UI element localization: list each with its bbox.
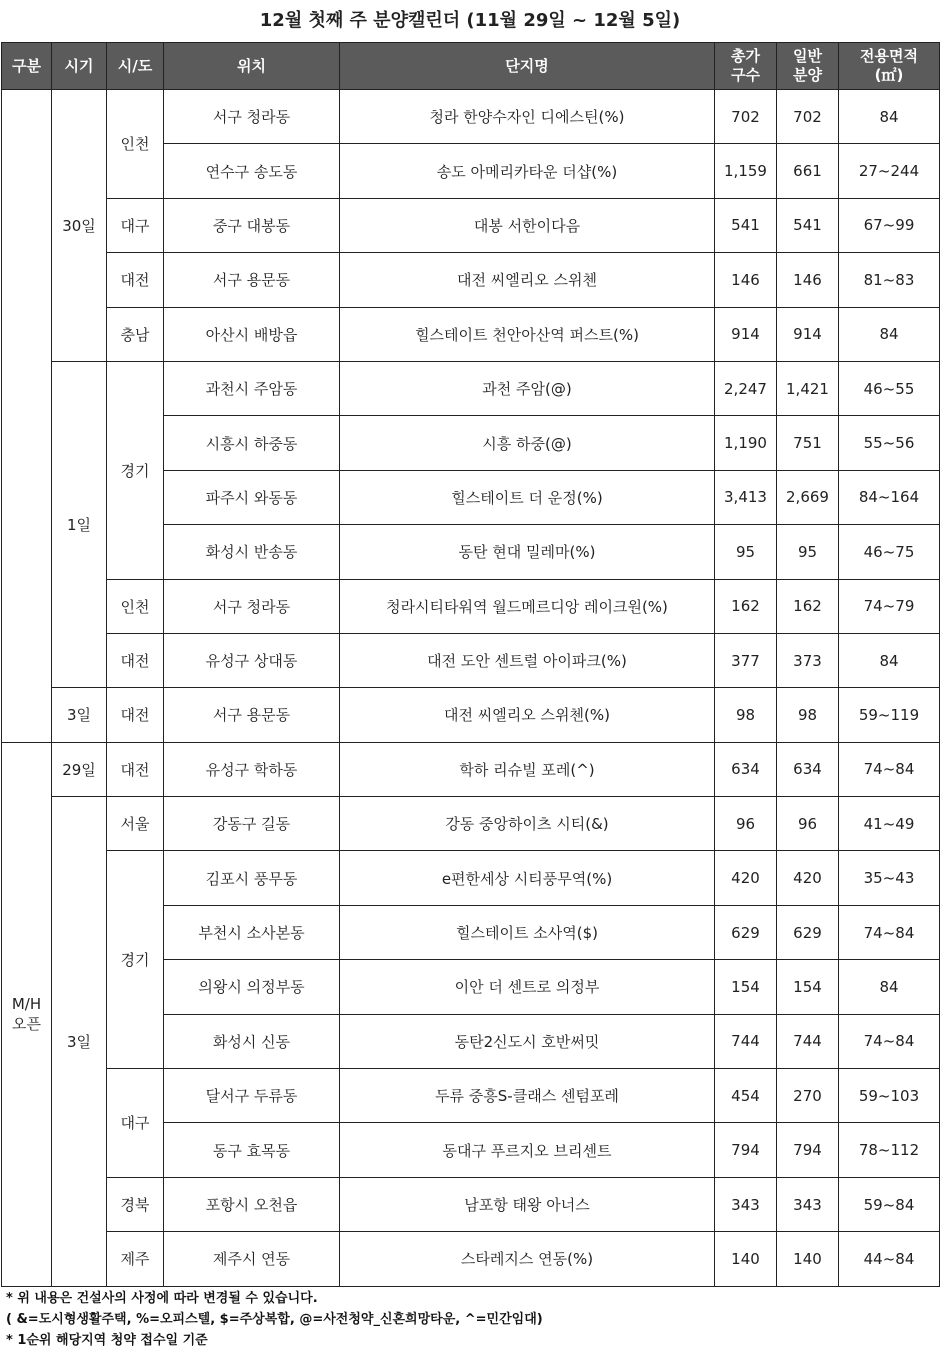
general-sale-cell: 140 bbox=[777, 1232, 839, 1286]
footnote-change-notice: * 위 내용은 건설사의 사정에 따라 변경될 수 있습니다. bbox=[6, 1291, 318, 1306]
location-cell: 제주시 연동 bbox=[164, 1232, 340, 1286]
complex-cell: 대전 씨엘리오 스위첸 bbox=[340, 253, 715, 307]
area-cell: 74~84 bbox=[839, 905, 940, 959]
total-units-cell: 154 bbox=[715, 960, 777, 1014]
region-cell: 충남 bbox=[107, 307, 164, 361]
region-cell: 제주 bbox=[107, 1232, 164, 1286]
location-cell: 서구 청라동 bbox=[164, 90, 340, 144]
table-row bbox=[2, 90, 940, 144]
complex-cell: 송도 아메리카타운 더샵(%) bbox=[340, 144, 715, 198]
header-date: 시기 bbox=[52, 43, 107, 90]
location-cell: 강동구 길동 bbox=[164, 797, 340, 851]
header-region: 시/도 bbox=[107, 43, 164, 90]
complex-cell: 대전 도안 센트럴 아이파크(%) bbox=[340, 633, 715, 687]
location-cell: 시흥시 하중동 bbox=[164, 416, 340, 470]
footnotes bbox=[6, 1288, 926, 1351]
general-sale-cell: 634 bbox=[777, 742, 839, 796]
area-cell: 27~244 bbox=[839, 144, 940, 198]
category-mh-line1: M/H bbox=[11, 994, 42, 1013]
area-cell: 35~43 bbox=[839, 851, 940, 905]
complex-cell: 대전 씨엘리오 스위첸(%) bbox=[340, 688, 715, 742]
area-cell: 84 bbox=[839, 307, 940, 361]
total-units-cell: 702 bbox=[715, 90, 777, 144]
header-general-sale bbox=[777, 43, 839, 90]
total-units-cell: 629 bbox=[715, 905, 777, 959]
total-units-cell: 3,413 bbox=[715, 470, 777, 524]
region-cell: 대전 bbox=[107, 633, 164, 687]
location-cell: 화성시 신동 bbox=[164, 1014, 340, 1068]
table-row bbox=[2, 797, 940, 851]
location-cell: 서구 용문동 bbox=[164, 253, 340, 307]
area-cell: 74~84 bbox=[839, 742, 940, 796]
category-blank-cell bbox=[2, 90, 52, 743]
total-units-cell: 634 bbox=[715, 742, 777, 796]
header-location: 위치 bbox=[164, 43, 340, 90]
general-sale-cell: 96 bbox=[777, 797, 839, 851]
general-sale-cell: 154 bbox=[777, 960, 839, 1014]
general-sale-cell: 420 bbox=[777, 851, 839, 905]
location-cell: 파주시 와동동 bbox=[164, 470, 340, 524]
location-cell: 김포시 풍무동 bbox=[164, 851, 340, 905]
area-cell: 74~79 bbox=[839, 579, 940, 633]
total-units-cell: 744 bbox=[715, 1014, 777, 1068]
general-sale-cell: 751 bbox=[777, 416, 839, 470]
general-sale-cell: 629 bbox=[777, 905, 839, 959]
general-sale-cell: 146 bbox=[777, 253, 839, 307]
complex-cell: 청라시티타워역 월드메르디앙 레이크원(%) bbox=[340, 579, 715, 633]
header-complex: 단지명 bbox=[340, 43, 715, 90]
table-row bbox=[2, 742, 940, 796]
general-sale-cell: 162 bbox=[777, 579, 839, 633]
footnote-legend: ( &=도시형생활주택, %=오피스텔, $=주상복합, @=사전청약_신혼희망타운, ^=민간임대) bbox=[6, 1312, 543, 1327]
location-cell: 의왕시 의정부동 bbox=[164, 960, 340, 1014]
location-cell: 동구 효목동 bbox=[164, 1123, 340, 1177]
complex-cell: 강동 중앙하이츠 시티(&) bbox=[340, 797, 715, 851]
area-cell: 84 bbox=[839, 633, 940, 687]
total-units-cell: 454 bbox=[715, 1069, 777, 1123]
header-total-units-line2: 구수 bbox=[731, 66, 760, 84]
total-units-cell: 95 bbox=[715, 525, 777, 579]
total-units-cell: 343 bbox=[715, 1177, 777, 1231]
general-sale-cell: 98 bbox=[777, 688, 839, 742]
complex-cell: 힐스테이트 더 운정(%) bbox=[340, 470, 715, 524]
general-sale-cell: 541 bbox=[777, 198, 839, 252]
complex-cell: 힐스테이트 천안아산역 퍼스트(%) bbox=[340, 307, 715, 361]
area-cell: 59~84 bbox=[839, 1177, 940, 1231]
general-sale-cell: 95 bbox=[777, 525, 839, 579]
date-cell: 29일 bbox=[52, 742, 107, 796]
complex-cell: 힐스테이트 소사역($) bbox=[340, 905, 715, 959]
header-general-sale-line1: 일반 bbox=[793, 47, 822, 65]
general-sale-cell: 661 bbox=[777, 144, 839, 198]
location-cell: 중구 대봉동 bbox=[164, 198, 340, 252]
total-units-cell: 2,247 bbox=[715, 361, 777, 415]
table-row bbox=[2, 198, 940, 252]
complex-cell: 스타레지스 연동(%) bbox=[340, 1232, 715, 1286]
complex-cell: 청라 한양수자인 디에스틴(%) bbox=[340, 90, 715, 144]
table-row bbox=[2, 1069, 940, 1123]
complex-cell: 시흥 하중(@) bbox=[340, 416, 715, 470]
area-cell: 84~164 bbox=[839, 470, 940, 524]
general-sale-cell: 744 bbox=[777, 1014, 839, 1068]
header-area bbox=[839, 43, 940, 90]
table-row bbox=[2, 1232, 940, 1286]
complex-cell: 동탄 현대 밀레마(%) bbox=[340, 525, 715, 579]
general-sale-cell: 702 bbox=[777, 90, 839, 144]
table-row bbox=[2, 851, 940, 905]
table-row bbox=[2, 1177, 940, 1231]
page-title: 12월 첫째 주 분양캘린더 (11월 29일 ~ 12월 5일) bbox=[259, 10, 681, 31]
complex-cell: 대봉 서한이다음 bbox=[340, 198, 715, 252]
region-cell: 경기 bbox=[107, 851, 164, 1069]
location-cell: 연수구 송도동 bbox=[164, 144, 340, 198]
category-mh-open-cell bbox=[2, 742, 52, 1286]
location-cell: 서구 용문동 bbox=[164, 688, 340, 742]
total-units-cell: 377 bbox=[715, 633, 777, 687]
complex-cell: 동대구 푸르지오 브리센트 bbox=[340, 1123, 715, 1177]
region-cell: 대전 bbox=[107, 253, 164, 307]
date-cell: 3일 bbox=[52, 688, 107, 742]
general-sale-cell: 794 bbox=[777, 1123, 839, 1177]
general-sale-cell: 373 bbox=[777, 633, 839, 687]
region-cell: 대전 bbox=[107, 742, 164, 796]
total-units-cell: 140 bbox=[715, 1232, 777, 1286]
complex-cell: 두류 중흥S-클래스 센텀포레 bbox=[340, 1069, 715, 1123]
area-cell: 44~84 bbox=[839, 1232, 940, 1286]
area-cell: 81~83 bbox=[839, 253, 940, 307]
table-row bbox=[2, 579, 940, 633]
header-general-sale-line2: 분양 bbox=[793, 66, 822, 84]
header-total-units bbox=[715, 43, 777, 90]
region-cell: 경북 bbox=[107, 1177, 164, 1231]
location-cell: 과천시 주암동 bbox=[164, 361, 340, 415]
location-cell: 부천시 소사본동 bbox=[164, 905, 340, 959]
date-cell: 3일 bbox=[52, 797, 107, 1287]
header-area-line1: 전용면적 bbox=[860, 47, 918, 65]
table-row bbox=[2, 253, 940, 307]
table-row bbox=[2, 307, 940, 361]
general-sale-cell: 914 bbox=[777, 307, 839, 361]
area-cell: 59~103 bbox=[839, 1069, 940, 1123]
complex-cell: 남포항 태왕 아너스 bbox=[340, 1177, 715, 1231]
area-cell: 67~99 bbox=[839, 198, 940, 252]
complex-cell: 학하 리슈빌 포레(^) bbox=[340, 742, 715, 796]
area-cell: 84 bbox=[839, 960, 940, 1014]
general-sale-cell: 2,669 bbox=[777, 470, 839, 524]
complex-cell: 과천 주암(@) bbox=[340, 361, 715, 415]
area-cell: 78~112 bbox=[839, 1123, 940, 1177]
total-units-cell: 1,190 bbox=[715, 416, 777, 470]
general-sale-cell: 343 bbox=[777, 1177, 839, 1231]
sale-calendar-table bbox=[1, 42, 940, 1287]
region-cell: 대전 bbox=[107, 688, 164, 742]
area-cell: 55~56 bbox=[839, 416, 940, 470]
region-cell: 대구 bbox=[107, 1069, 164, 1178]
footnote-basis: * 1순위 해당지역 청약 접수일 기준 bbox=[6, 1333, 208, 1348]
table-row bbox=[2, 688, 940, 742]
date-cell: 30일 bbox=[52, 90, 107, 362]
header-row bbox=[2, 43, 940, 90]
date-cell: 1일 bbox=[52, 361, 107, 687]
location-cell: 달서구 두류동 bbox=[164, 1069, 340, 1123]
location-cell: 유성구 학하동 bbox=[164, 742, 340, 796]
region-cell: 인천 bbox=[107, 579, 164, 633]
region-cell: 경기 bbox=[107, 361, 164, 579]
location-cell: 유성구 상대동 bbox=[164, 633, 340, 687]
table-row bbox=[2, 361, 940, 415]
header-area-line2: (㎡) bbox=[874, 66, 904, 84]
header-total-units-line1: 총가 bbox=[731, 47, 760, 65]
location-cell: 아산시 배방읍 bbox=[164, 307, 340, 361]
area-cell: 59~119 bbox=[839, 688, 940, 742]
total-units-cell: 1,159 bbox=[715, 144, 777, 198]
total-units-cell: 794 bbox=[715, 1123, 777, 1177]
table-row bbox=[2, 633, 940, 687]
area-cell: 46~55 bbox=[839, 361, 940, 415]
region-cell: 대구 bbox=[107, 198, 164, 252]
region-cell: 서울 bbox=[107, 797, 164, 851]
total-units-cell: 541 bbox=[715, 198, 777, 252]
area-cell: 84 bbox=[839, 90, 940, 144]
total-units-cell: 914 bbox=[715, 307, 777, 361]
area-cell: 46~75 bbox=[839, 525, 940, 579]
location-cell: 서구 청라동 bbox=[164, 579, 340, 633]
region-cell: 인천 bbox=[107, 90, 164, 199]
general-sale-cell: 1,421 bbox=[777, 361, 839, 415]
area-cell: 74~84 bbox=[839, 1014, 940, 1068]
general-sale-cell: 270 bbox=[777, 1069, 839, 1123]
location-cell: 화성시 반송동 bbox=[164, 525, 340, 579]
header-category: 구분 bbox=[2, 43, 52, 90]
total-units-cell: 420 bbox=[715, 851, 777, 905]
complex-cell: 동탄2신도시 호반써밋 bbox=[340, 1014, 715, 1068]
category-mh-line2: 오픈 bbox=[12, 1014, 41, 1033]
location-cell: 포항시 오천읍 bbox=[164, 1177, 340, 1231]
complex-cell: e편한세상 시티풍무역(%) bbox=[340, 851, 715, 905]
complex-cell: 이안 더 센트로 의정부 bbox=[340, 960, 715, 1014]
total-units-cell: 98 bbox=[715, 688, 777, 742]
total-units-cell: 96 bbox=[715, 797, 777, 851]
area-cell: 41~49 bbox=[839, 797, 940, 851]
total-units-cell: 162 bbox=[715, 579, 777, 633]
total-units-cell: 146 bbox=[715, 253, 777, 307]
